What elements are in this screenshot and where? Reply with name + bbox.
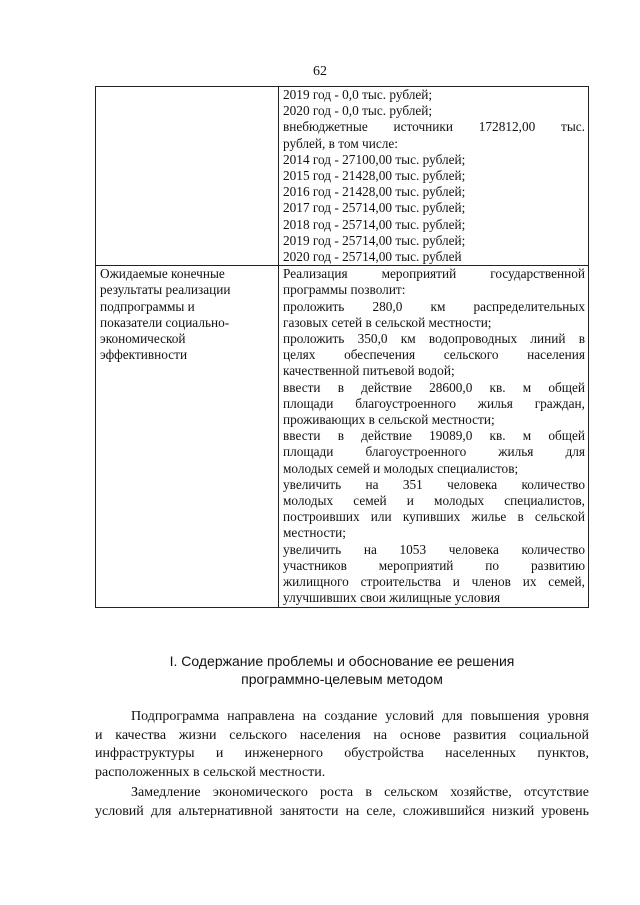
label-line: результаты реализации [100,282,231,298]
result-line: проживающих в сельской местности; [283,412,495,428]
label-line: эффективности [100,347,188,363]
result-line: увеличить на 351 человека количество [283,476,585,492]
result-line: проложить 350,0 км водопроводных линий в [283,331,585,347]
result-line: ввести в действие 28600,0 кв. м общей [283,379,585,395]
expected-results-cell [279,266,589,607]
section-heading-line: программно-целевым методом [241,671,443,687]
paragraph-line: условий для альтернативной занятости на селе, сложившийся низкий уровень [95,803,589,819]
section-heading-line: I. Содержание проблемы и обоснование ее решения [169,653,515,669]
funding-cell [279,87,589,266]
funding-line: 2014 год - 27100,00 тыс. рублей; [283,151,466,167]
table-cell-empty [96,87,279,266]
paragraph-line: Замедление экономического роста в сельском хозяйстве, отсутствие [131,785,589,800]
result-line: построивших или купивших жилье в сельской [283,509,585,525]
result-line: участников мероприятий по развитию [283,557,585,573]
result-line: газовых сетей в сельской местности; [283,314,492,330]
page-number: 62 [313,64,327,79]
result-line: Реализация мероприятий государственной [283,266,585,282]
paragraph-2 [95,784,589,821]
result-line: жилищного строительства и членов их семей, [283,574,585,590]
funding-line: рублей, в том числе: [283,135,398,151]
result-line: молодых семей и молодых специалистов, [283,493,585,509]
funding-line: 2018 год - 25714,00 тыс. рублей; [283,216,466,232]
table-row [96,266,589,607]
funding-line: 2016 год - 21428,00 тыс. рублей; [283,184,466,200]
label-line: экономической [100,331,186,347]
section-heading [95,652,589,688]
program-passport-table [95,86,589,608]
result-line: целях обеспечения сельского населения [283,347,585,363]
funding-line: 2019 год - 25714,00 тыс. рублей; [283,232,466,248]
result-line: увеличить на 1053 человека количество [283,541,585,557]
result-line: ввести в действие 19089,0 кв. м общей [283,428,585,444]
result-line: площади благоустроенного жилья граждан, [283,395,585,411]
funding-line: 2020 год - 0,0 тыс. рублей; [283,103,433,119]
result-line: площади благоустроенного жилья для [283,444,585,460]
funding-line: 2020 год - 25714,00 тыс. рублей [283,249,462,265]
result-line: улучшивших свои жилищные условия [283,590,501,606]
result-line: программы позволит: [283,282,406,298]
paragraph-line: инфраструктуры и инженерного обустройства населенных пунктов, [95,746,589,761]
funding-line: 2019 год - 0,0 тыс. рублей; [283,87,433,102]
result-line: качественной питьевой водой; [283,363,455,379]
label-line: показатели социально- [100,314,230,330]
label-line: подпрограммы и [100,298,195,314]
paragraph-1 [95,708,589,782]
funding-line: внебюджетные источники 172812,00 тыс. [283,119,585,135]
funding-line: 2015 год - 21428,00 тыс. рублей; [283,168,466,184]
table-row [96,87,589,266]
result-line: молодых семей и молодых специалистов; [283,460,519,476]
paragraph-line: и качества жизни сельского населения на основе развития социальной [95,727,589,743]
expected-results-label-cell [96,266,279,607]
funding-line: 2017 год - 25714,00 тыс. рублей; [283,200,466,216]
result-line: проложить 280,0 км распределительных [283,298,585,314]
label-line: Ожидаемые конечные [100,266,225,282]
paragraph-line: Подпрограмма направлена на создание условий для повышения уровня [131,709,589,724]
result-line: местности; [283,525,346,541]
paragraph-line: расположенных в сельской местности. [95,764,326,780]
